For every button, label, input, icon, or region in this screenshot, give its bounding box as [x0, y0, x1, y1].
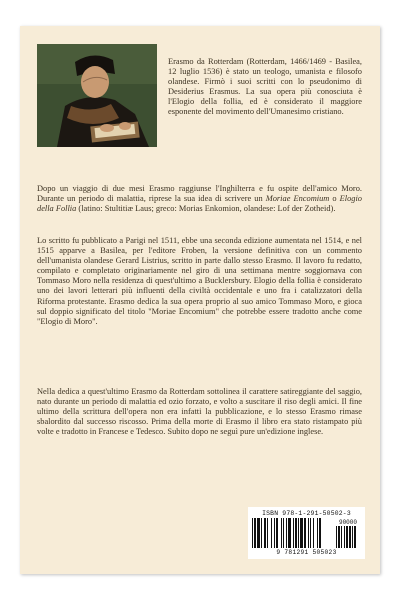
title-latin: Moriae Encomium — [265, 194, 330, 204]
barcode-bar — [261, 518, 262, 548]
barcode-bar — [283, 518, 284, 548]
barcode-bar — [286, 518, 287, 548]
barcode-addon-bar — [336, 526, 337, 548]
barcode-bar — [319, 518, 321, 548]
barcode-bar — [288, 518, 291, 548]
intro-middle-text: o — [329, 194, 340, 204]
barcode-bar — [254, 518, 256, 548]
intro-paragraph — [37, 184, 362, 214]
barcode-addon-bar — [341, 526, 342, 548]
publication-history-paragraph: Lo scritto fu pubblicato a Parigi nel 1511, ebbe una seconda edizione aumentata nel 1514, e nel 1515 apparve a Basilea, per l'editore Froben, la versione definitiva con un commento dell'umanista olandese Gerard Listrius, scritto in parte dallo stesso Erasmo. Il lavoro fu redatto, compilato e completato originariamente nel giro di una settimana mentre soggiornava con Tommaso Moro nella residenza di quest'ultimo a Bucklersbury. Elogio della follia è considerato uno dei lavori letterari più influenti della civiltà occidentale e uno fra i catalizzatori della Riforma protestante. Erasmo dedica la sua opera proprio al suo amico Tommaso Moro, e gioca sul doppio significato del titolo "Moriae Encomium" che potrebbe essere tradotto anche come "Elogio di Moro". — [37, 236, 362, 326]
barcode-bar — [310, 518, 311, 548]
barcode-bar — [276, 518, 278, 548]
barcode-bar — [264, 518, 266, 548]
barcode-bar — [298, 518, 299, 548]
isbn-barcode — [248, 507, 365, 559]
barcode-bars-icon — [252, 518, 361, 550]
barcode-addon-bar — [338, 526, 340, 548]
barcode-bar — [274, 518, 275, 548]
dedication-paragraph: Nella dedica a quest'ultimo Erasmo da Rotterdam sottolinea il carattere satireggiante del saggio, nato durante un periodo di malattia ed ozio forzato, e volto a suscitare il riso degli amici. Il fine ultimo della scrittura dell'opera non era infatti la pubblicazione, e lo stesso Erasmo rimase sbalordito dal successo riscosso. Prima della morte di Erasmo il libro era stato ristampato più volte e tradotto in Francese e Tedesco. Subito dopo ne seguì pure un'edizione inglese. — [37, 387, 362, 437]
barcode-digits: 9 781291 505023 — [276, 549, 337, 556]
intro-after-text: (latino: Stultitiæ Laus; greco: Morias Enkomion, olandese: Lof der Zotheid). — [76, 204, 336, 214]
barcode-addon-bar — [354, 526, 356, 548]
barcode-addon-bar — [346, 526, 348, 548]
barcode-bar — [304, 518, 306, 548]
barcode-addon-bar — [344, 526, 345, 548]
barcode-bar — [252, 518, 253, 548]
price-code: 90000 — [338, 519, 358, 526]
barcode-addon-bar — [349, 526, 351, 548]
isbn-label — [248, 510, 365, 517]
isbn-number: ISBN 978-1-291-50502-3 — [262, 510, 351, 517]
barcode-bar — [295, 518, 297, 548]
barcode-bar — [300, 518, 303, 548]
erasmus-portrait-image — [37, 44, 157, 147]
barcode-bar — [271, 518, 272, 548]
barcode-bar — [257, 518, 260, 548]
title-italian: Elogio della Follia — [37, 194, 362, 214]
barcode-bar — [317, 518, 318, 548]
barcode-bar — [293, 518, 294, 548]
portrait-illustration-icon — [37, 44, 157, 147]
barcode-bar — [313, 518, 314, 548]
barcode-addon-bar — [352, 526, 353, 548]
back-cover — [20, 26, 380, 574]
author-bio: Erasmo da Rotterdam (Rotterdam, 1466/1469 - Basilea, 12 luglio 1536) è stato un teologo, umanista e filosofo olandese. Firmò i suoi scritti con lo pseudonimo di Desiderius Erasmus. La sua opera più conosciuta è l'Elogio della follia, ed è considerato il maggiore esponente del movimento dell'Umanesimo cristiano. — [168, 57, 362, 117]
barcode-bar — [267, 518, 268, 548]
barcode-bar — [281, 518, 282, 548]
barcode-bar — [308, 518, 309, 548]
intro-before-text: Dopo un viaggio di due mesi Erasmo raggiunse l'Inghilterra e fu ospite dell'amico Moro. Durante un periodo di malattia, riprese la sua idea di scrivere un — [37, 184, 362, 204]
